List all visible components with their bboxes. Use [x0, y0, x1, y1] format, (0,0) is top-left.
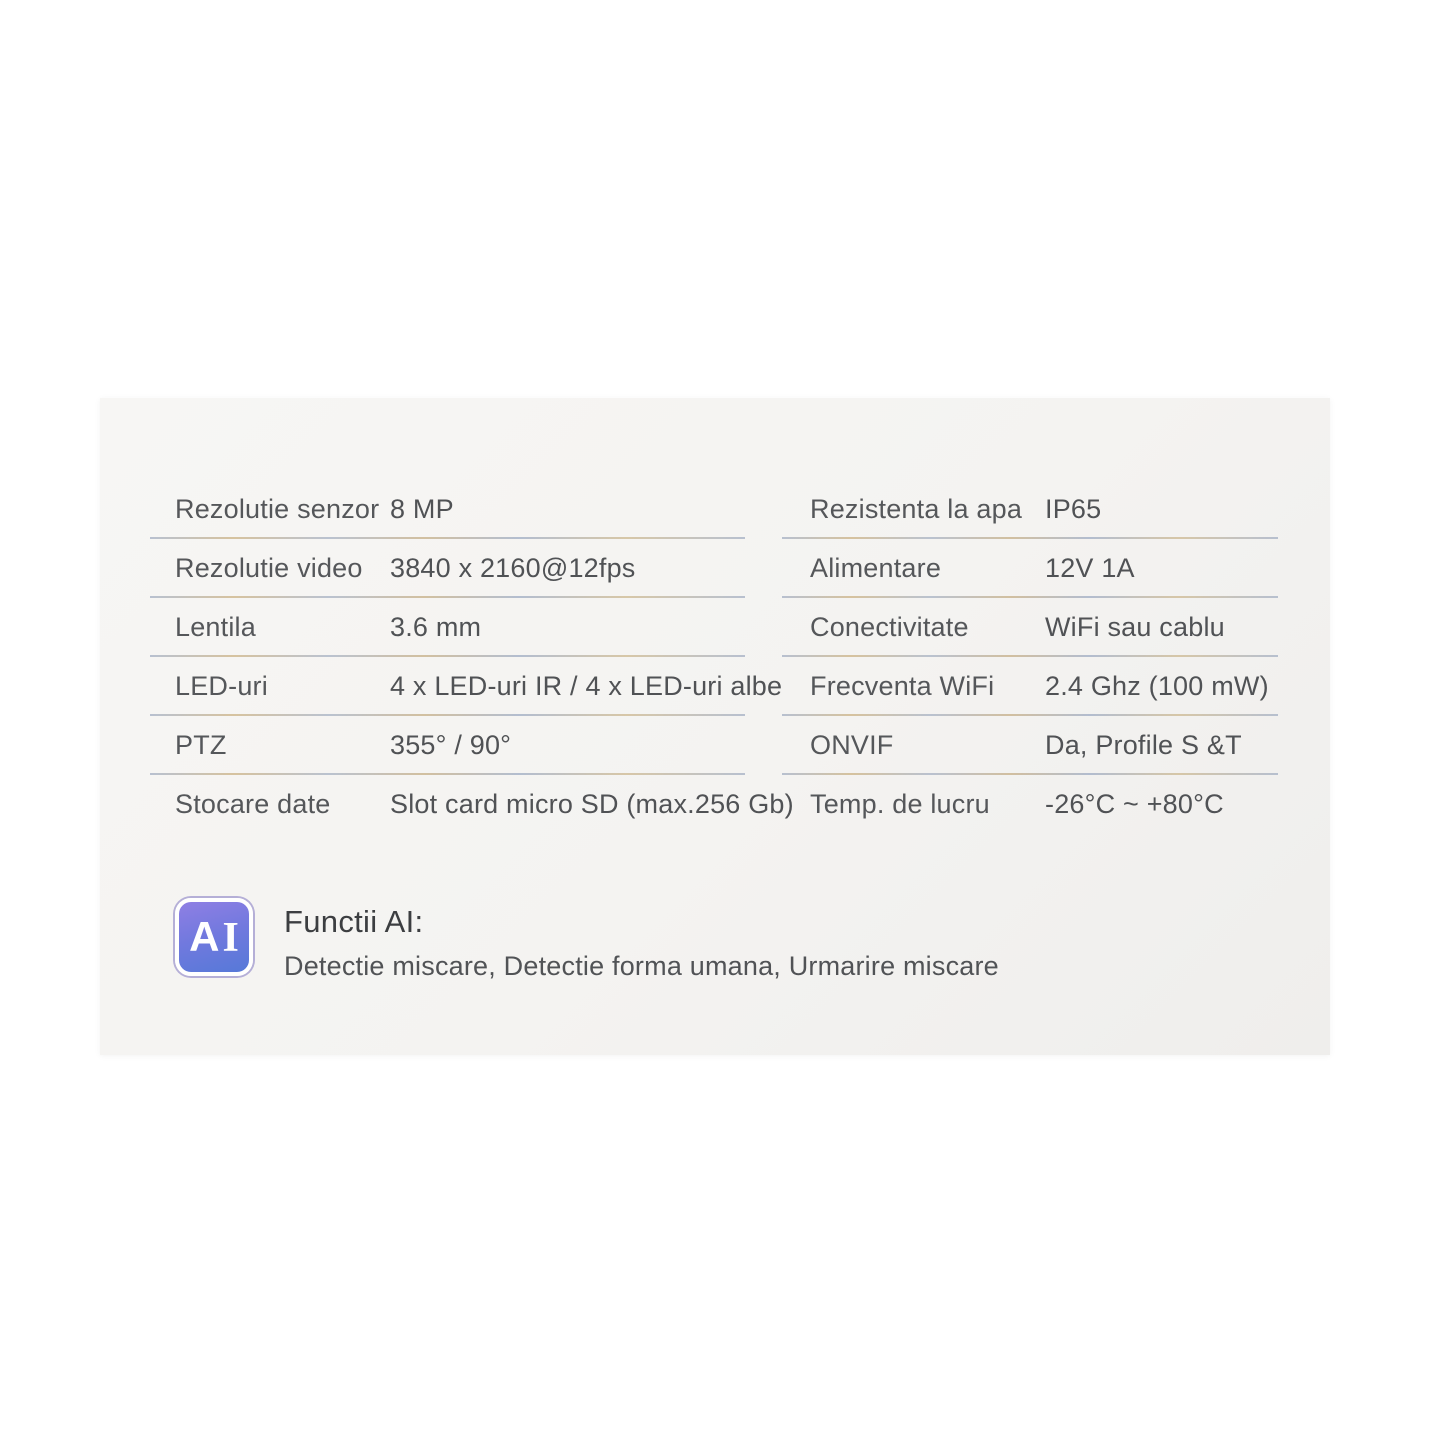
ai-functions-description: Detectie miscare, Detectie forma umana, Urmarire miscare	[284, 951, 999, 981]
spec-value: 3.6 mm	[390, 612, 482, 642]
spec-table-right	[782, 480, 1278, 834]
spec-value: Da, Profile S &T	[1045, 730, 1242, 760]
ai-badge-icon	[175, 898, 253, 976]
spec-row-ptz	[150, 716, 745, 775]
spec-label: Alimentare	[810, 553, 942, 583]
spec-value: 355° / 90°	[390, 730, 512, 760]
spec-row-power	[782, 539, 1278, 598]
spec-value: IP65	[1045, 494, 1102, 524]
spec-row-connectivity	[782, 598, 1278, 657]
spec-value: -26°C ~ +80°C	[1045, 789, 1224, 819]
spec-label: Rezolutie senzor	[175, 494, 380, 524]
ai-badge-letter-i: I	[222, 914, 239, 961]
spec-row-onvif	[782, 716, 1278, 775]
spec-value: WiFi sau cablu	[1045, 612, 1225, 642]
spec-label: ONVIF	[810, 730, 894, 760]
ai-functions-title: Functii AI:	[284, 904, 424, 939]
spec-label: Rezolutie video	[175, 553, 363, 583]
spec-row-video-resolution	[150, 539, 745, 598]
spec-row-leds	[150, 657, 783, 716]
spec-row-wifi-frequency	[782, 657, 1278, 716]
spec-label: Frecventa WiFi	[810, 671, 995, 701]
spec-row-sensor-resolution	[150, 480, 745, 539]
spec-row-lens	[150, 598, 745, 657]
spec-label: Rezistenta la apa	[810, 494, 1023, 524]
spec-label: Temp. de lucru	[810, 789, 990, 819]
spec-row-storage	[150, 775, 794, 834]
spec-value: 12V 1A	[1045, 553, 1135, 583]
spec-value: 3840 x 2160@12fps	[390, 553, 636, 583]
spec-row-water-resistance	[782, 480, 1278, 539]
ai-badge-letters	[189, 912, 239, 961]
spec-label: Conectivitate	[810, 612, 969, 642]
spec-table-left	[150, 480, 794, 834]
ai-badge-letter-a: A	[189, 912, 220, 960]
spec-value: 2.4 Ghz (100 mW)	[1045, 671, 1269, 701]
spec-label: Stocare date	[175, 789, 331, 819]
spec-card	[100, 398, 1330, 1055]
spec-label: PTZ	[175, 730, 227, 760]
spec-value: 4 x LED-uri IR / 4 x LED-uri albe	[390, 671, 783, 701]
spec-value: Slot card micro SD (max.256 Gb)	[390, 789, 794, 819]
spec-label: LED-uri	[175, 671, 268, 701]
spec-row-working-temperature	[782, 775, 1278, 834]
spec-value: 8 MP	[390, 494, 454, 524]
spec-label: Lentila	[175, 612, 256, 642]
